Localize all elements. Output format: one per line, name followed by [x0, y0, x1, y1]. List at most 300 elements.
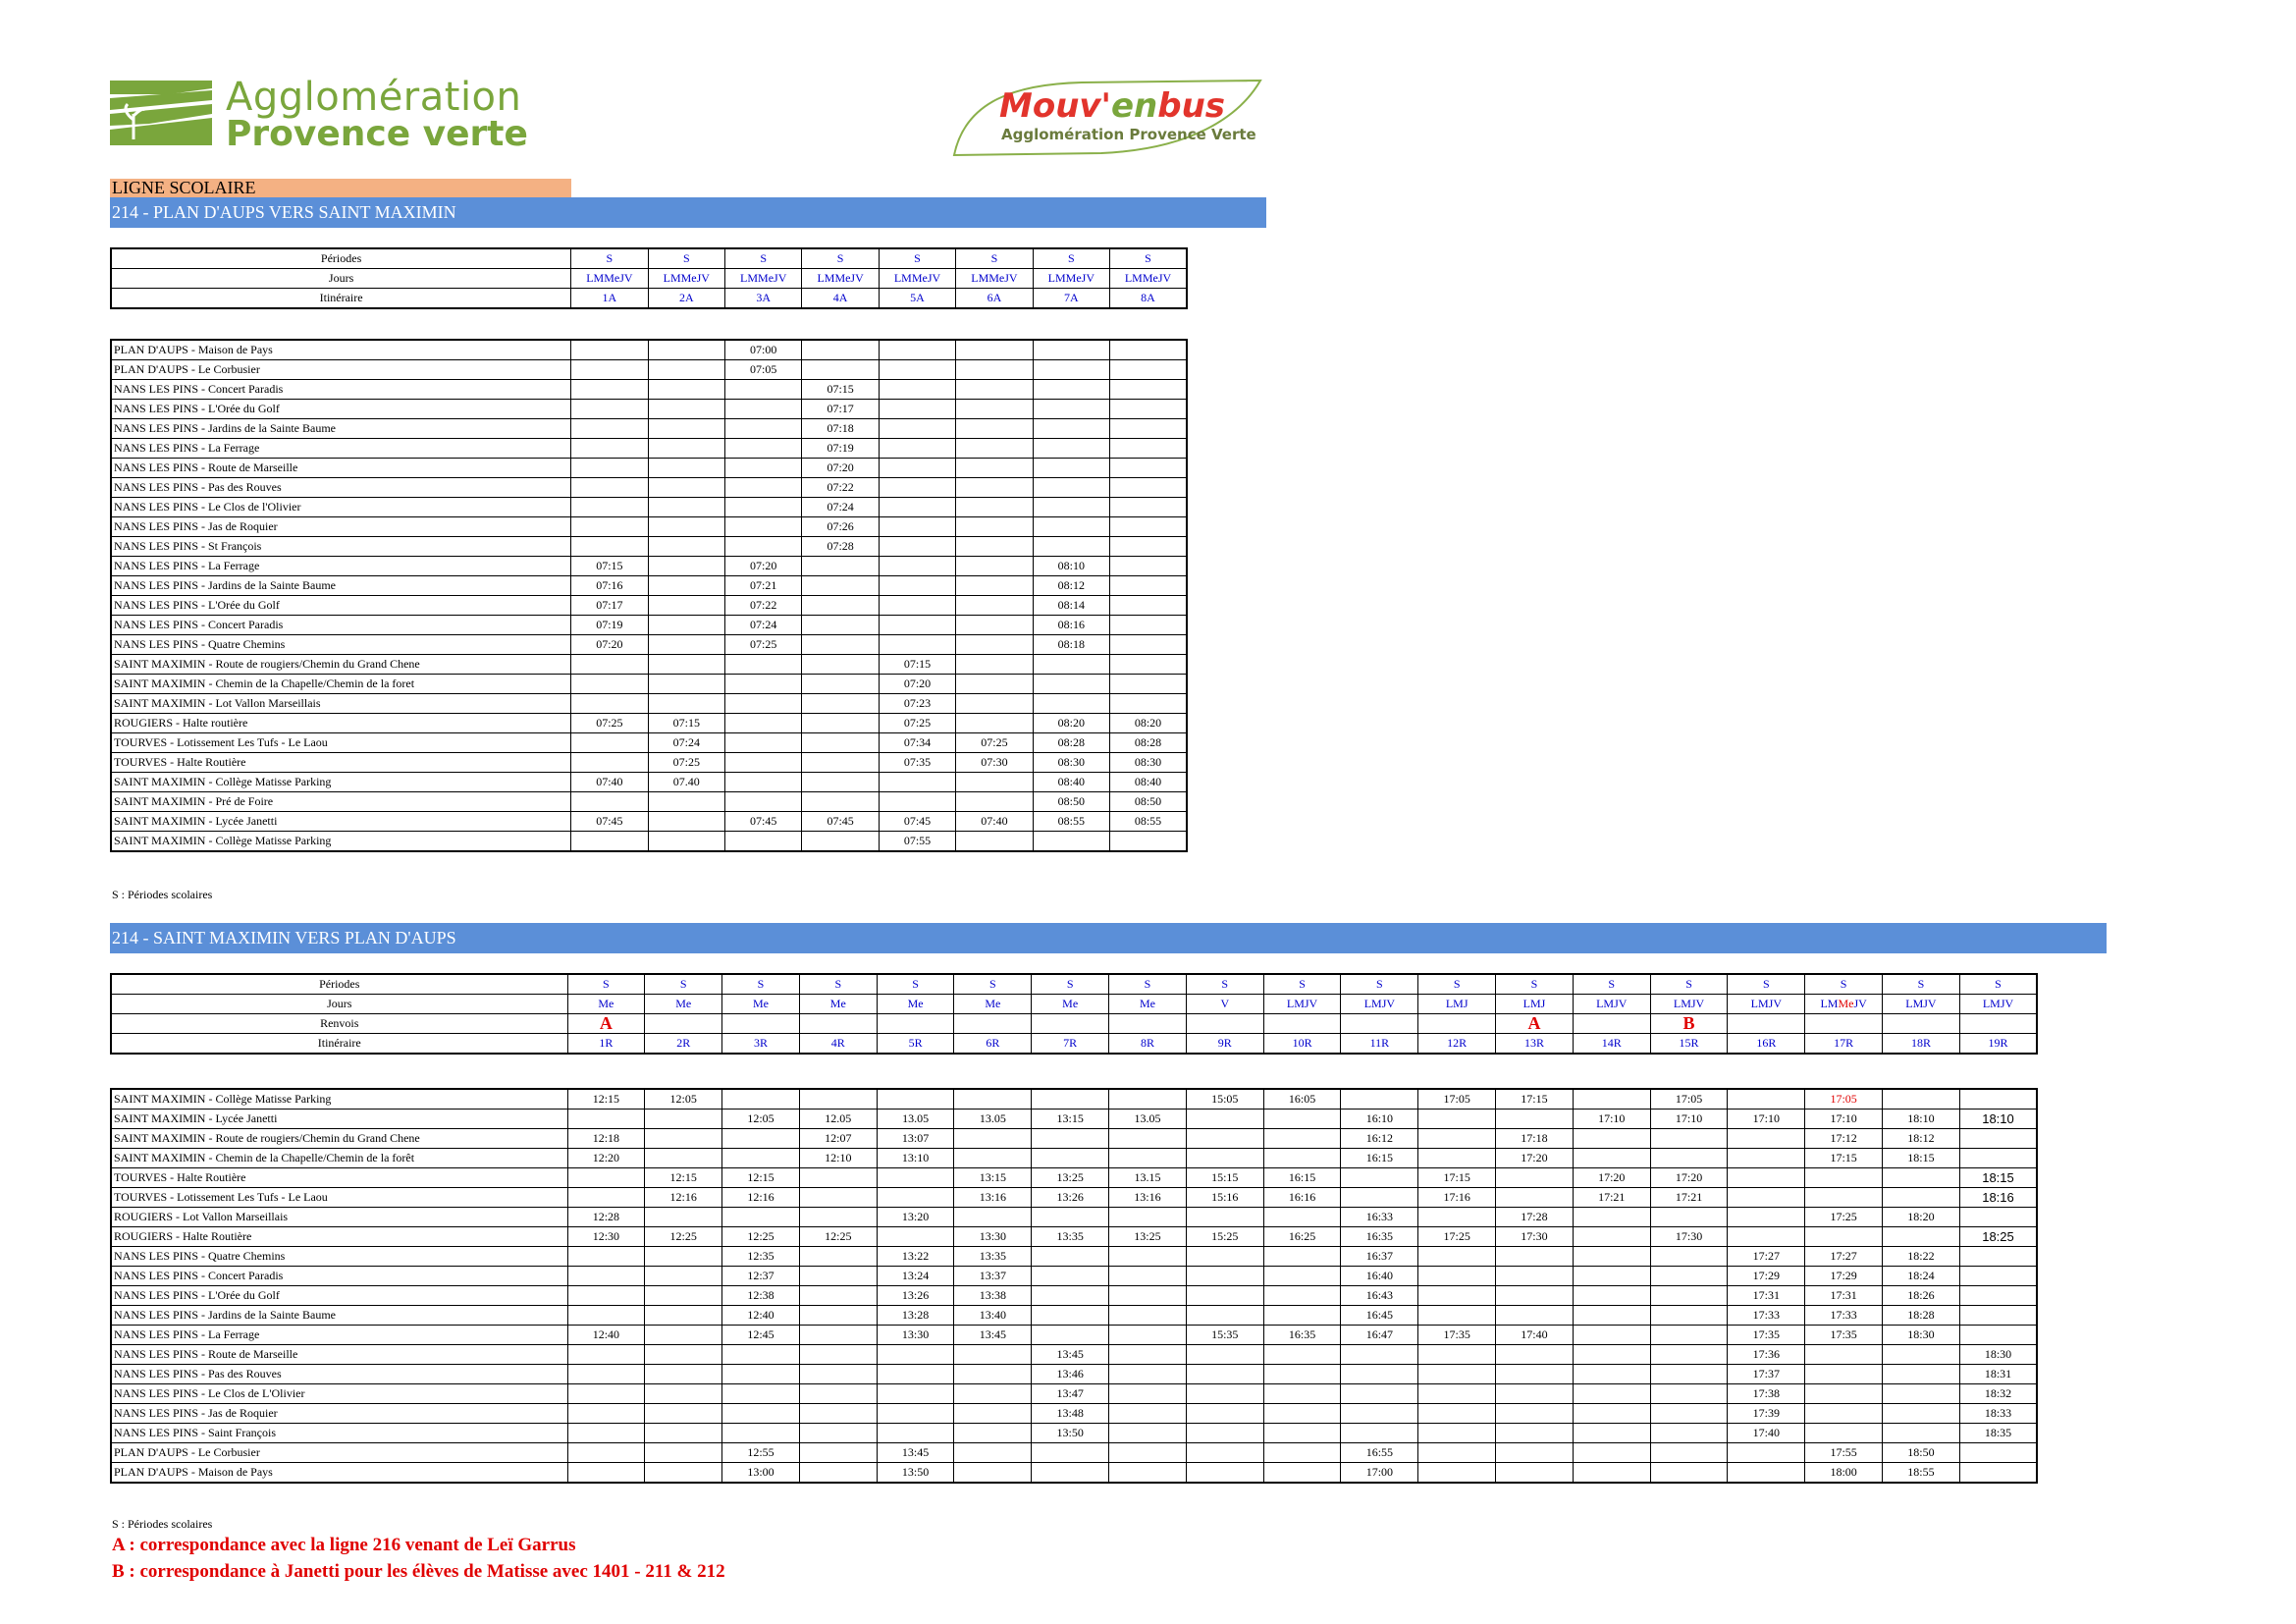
table-row — [111, 1149, 2037, 1168]
time-cell — [1032, 1326, 1109, 1345]
time-cell — [648, 596, 724, 616]
time-cell — [1263, 1267, 1341, 1286]
time-cell: 08:40 — [1033, 773, 1109, 792]
time-cell — [1418, 1443, 1496, 1463]
time-cell: 18:15 — [1883, 1149, 1960, 1168]
time-cell — [1883, 1365, 1960, 1384]
time-cell — [1573, 1365, 1650, 1384]
time-cell: 18:10 — [1883, 1110, 1960, 1129]
time-cell: 17:30 — [1650, 1227, 1728, 1247]
time-cell — [722, 1424, 800, 1443]
time-cell — [956, 380, 1033, 400]
time-cell — [567, 1404, 645, 1424]
header-cell — [722, 1014, 800, 1034]
header-cell: S — [1883, 974, 1960, 995]
time-cell — [1186, 1267, 1263, 1286]
legend-b: B : correspondance à Janetti pour les élèves de Matisse avec 1401 - 211 & 212 — [112, 1561, 725, 1582]
time-cell: 08:50 — [1033, 792, 1109, 812]
time-cell — [645, 1443, 722, 1463]
stop-name: NANS LES PINS - Pas des Rouves — [111, 478, 571, 498]
table-row — [111, 1345, 2037, 1365]
time-cell — [1418, 1208, 1496, 1227]
time-cell: 17:35 — [1728, 1326, 1805, 1345]
table-row — [111, 1384, 2037, 1404]
time-cell — [1033, 694, 1109, 714]
time-cell: 12:07 — [799, 1129, 877, 1149]
time-cell: 12:38 — [722, 1286, 800, 1306]
header-cell: Me — [954, 995, 1032, 1014]
header-cell: LMJV — [1263, 995, 1341, 1014]
time-cell — [571, 459, 648, 478]
time-cell: 07:18 — [802, 419, 879, 439]
time-cell: 15:05 — [1186, 1089, 1263, 1110]
time-cell — [954, 1443, 1032, 1463]
time-cell: 07:25 — [648, 753, 724, 773]
header-cell: LMJV — [1728, 995, 1805, 1014]
header-cell — [1263, 1014, 1341, 1034]
time-cell — [648, 655, 724, 675]
time-cell — [648, 400, 724, 419]
time-cell — [1263, 1345, 1341, 1365]
timetable-outbound-header — [110, 247, 1188, 309]
time-cell — [954, 1384, 1032, 1404]
header-cell: LMJV — [1959, 995, 2037, 1014]
time-cell — [1883, 1227, 1960, 1247]
time-cell — [1496, 1267, 1574, 1286]
time-cell — [1650, 1365, 1728, 1384]
time-cell: 07:45 — [571, 812, 648, 832]
time-cell — [1496, 1345, 1574, 1365]
time-cell — [571, 537, 648, 557]
header-cell: Me — [722, 995, 800, 1014]
table-row — [111, 498, 1187, 517]
time-cell: 08:28 — [1033, 733, 1109, 753]
header-cell: 11R — [1341, 1034, 1418, 1055]
header-cell: 16R — [1728, 1034, 1805, 1055]
stop-name: PLAN D'AUPS - Le Corbusier — [111, 1443, 567, 1463]
time-cell — [567, 1424, 645, 1443]
time-cell — [956, 439, 1033, 459]
time-cell — [1573, 1384, 1650, 1404]
time-cell — [645, 1463, 722, 1484]
header-cell: S — [1728, 974, 1805, 995]
time-cell: 07:25 — [725, 635, 802, 655]
time-cell — [802, 714, 879, 733]
time-cell — [799, 1188, 877, 1208]
time-cell — [1418, 1404, 1496, 1424]
time-cell: 13:26 — [1032, 1188, 1109, 1208]
time-cell — [879, 557, 955, 576]
time-cell — [799, 1208, 877, 1227]
direction-banner-outbound: 214 - PLAN D'AUPS VERS SAINT MAXIMIN — [110, 197, 1266, 228]
header-row — [111, 248, 1187, 269]
time-cell: 08:30 — [1033, 753, 1109, 773]
table-row — [111, 694, 1187, 714]
header-cell: LMMeJV — [879, 269, 955, 289]
time-cell — [567, 1267, 645, 1286]
time-cell — [722, 1089, 800, 1110]
time-cell: 13:46 — [1032, 1365, 1109, 1384]
time-cell: 07:24 — [802, 498, 879, 517]
time-cell — [1805, 1424, 1883, 1443]
header-cell: S — [1033, 248, 1109, 269]
time-cell — [1650, 1404, 1728, 1424]
time-cell: 16:12 — [1341, 1129, 1418, 1149]
time-cell — [1263, 1110, 1341, 1129]
time-cell — [879, 498, 955, 517]
stop-name: NANS LES PINS - Route de Marseille — [111, 459, 571, 478]
time-cell — [879, 459, 955, 478]
time-cell — [567, 1168, 645, 1188]
time-cell — [1032, 1247, 1109, 1267]
time-cell — [1805, 1404, 1883, 1424]
time-cell — [1341, 1089, 1418, 1110]
time-cell: 13:38 — [954, 1286, 1032, 1306]
header-cell: Me — [799, 995, 877, 1014]
time-cell — [799, 1168, 877, 1188]
time-cell — [1263, 1129, 1341, 1149]
time-cell: 07:21 — [725, 576, 802, 596]
header-cell: 7R — [1032, 1034, 1109, 1055]
time-cell — [1496, 1247, 1574, 1267]
time-cell: 17:31 — [1805, 1286, 1883, 1306]
time-cell: 13:45 — [877, 1443, 954, 1463]
time-cell — [802, 675, 879, 694]
time-cell: 16:43 — [1341, 1286, 1418, 1306]
time-cell — [954, 1149, 1032, 1168]
time-cell: 18:16 — [1959, 1188, 2037, 1208]
time-cell: 18:31 — [1959, 1365, 2037, 1384]
header-cell: 18R — [1883, 1034, 1960, 1055]
time-cell: 17:40 — [1728, 1424, 1805, 1443]
time-cell: 13.05 — [877, 1110, 954, 1129]
time-cell: 08:20 — [1110, 714, 1187, 733]
time-cell — [954, 1463, 1032, 1484]
time-cell — [1728, 1443, 1805, 1463]
time-cell — [648, 557, 724, 576]
time-cell: 13:40 — [954, 1306, 1032, 1326]
time-cell — [1032, 1267, 1109, 1286]
time-cell: 13:30 — [877, 1326, 954, 1345]
time-cell — [1033, 832, 1109, 852]
time-cell: 17:29 — [1805, 1267, 1883, 1286]
time-cell: 16:35 — [1341, 1227, 1418, 1247]
time-cell — [648, 694, 724, 714]
time-cell — [1728, 1168, 1805, 1188]
stop-name: SAINT MAXIMIN - Lot Vallon Marseillais — [111, 694, 571, 714]
header-cell — [1883, 1014, 1960, 1034]
time-cell: 17:15 — [1805, 1149, 1883, 1168]
time-cell: 13:22 — [877, 1247, 954, 1267]
header-cell: LMMeJV — [956, 269, 1033, 289]
time-cell — [956, 576, 1033, 596]
time-cell — [648, 340, 724, 360]
timetable-return-header — [110, 973, 2038, 1055]
time-cell — [1110, 576, 1187, 596]
time-cell: 17:10 — [1805, 1110, 1883, 1129]
time-cell — [1186, 1345, 1263, 1365]
stop-name: NANS LES PINS - Quatre Chemins — [111, 1247, 567, 1267]
time-cell — [648, 478, 724, 498]
time-cell — [571, 655, 648, 675]
stop-name: NANS LES PINS - Concert Paradis — [111, 380, 571, 400]
time-cell — [725, 733, 802, 753]
time-cell — [1573, 1463, 1650, 1484]
time-cell: 13:35 — [954, 1247, 1032, 1267]
time-cell: 16:45 — [1341, 1306, 1418, 1326]
timetable-return — [110, 1088, 2038, 1484]
time-cell — [1109, 1267, 1187, 1286]
time-cell — [1033, 675, 1109, 694]
time-cell — [1341, 1384, 1418, 1404]
time-cell: 18:25 — [1959, 1227, 2037, 1247]
time-cell — [1496, 1365, 1574, 1384]
time-cell — [1341, 1365, 1418, 1384]
header-cell: S — [725, 248, 802, 269]
time-cell — [648, 616, 724, 635]
time-cell — [799, 1404, 877, 1424]
header-cell: LMJV — [1650, 995, 1728, 1014]
time-cell — [645, 1247, 722, 1267]
time-cell — [1496, 1110, 1574, 1129]
stop-name: NANS LES PINS - L'Orée du Golf — [111, 1286, 567, 1306]
time-cell — [1186, 1129, 1263, 1149]
header-cell — [1573, 1014, 1650, 1034]
table-row — [111, 635, 1187, 655]
header-cell: 4A — [802, 289, 879, 309]
time-cell — [1573, 1424, 1650, 1443]
time-cell — [1959, 1149, 2037, 1168]
time-cell — [1109, 1149, 1187, 1168]
time-cell — [879, 419, 955, 439]
time-cell: 16:47 — [1341, 1326, 1418, 1345]
time-cell — [1109, 1404, 1187, 1424]
time-cell — [1033, 419, 1109, 439]
time-cell: 18:32 — [1959, 1384, 2037, 1404]
time-cell — [1033, 400, 1109, 419]
time-cell — [956, 635, 1033, 655]
time-cell: 15:35 — [1186, 1326, 1263, 1345]
time-cell — [1418, 1306, 1496, 1326]
table-row — [111, 1227, 2037, 1247]
time-cell — [877, 1424, 954, 1443]
time-cell — [1263, 1286, 1341, 1306]
time-cell — [1959, 1286, 2037, 1306]
header-cell: A — [1496, 1014, 1574, 1034]
time-cell — [648, 832, 724, 852]
jours-part: JV — [1853, 997, 1867, 1010]
time-cell — [1033, 360, 1109, 380]
time-cell: 13:25 — [1109, 1227, 1187, 1247]
stop-name: NANS LES PINS - Jardins de la Sainte Baume — [111, 419, 571, 439]
time-cell — [802, 792, 879, 812]
time-cell — [1110, 537, 1187, 557]
time-cell — [1728, 1208, 1805, 1227]
time-cell — [1650, 1326, 1728, 1345]
table-row — [111, 517, 1187, 537]
time-cell — [648, 439, 724, 459]
time-cell — [1109, 1365, 1187, 1384]
time-cell — [956, 714, 1033, 733]
time-cell — [802, 557, 879, 576]
time-cell — [725, 459, 802, 478]
time-cell — [956, 832, 1033, 852]
jours-part: Me — [1838, 997, 1854, 1010]
time-cell — [1573, 1247, 1650, 1267]
table-row — [111, 655, 1187, 675]
table-row — [111, 832, 1187, 852]
table-row — [111, 616, 1187, 635]
time-cell — [1109, 1424, 1187, 1443]
time-cell — [799, 1384, 877, 1404]
header-label: Renvois — [111, 1014, 567, 1034]
time-cell: 08:28 — [1110, 733, 1187, 753]
time-cell — [1263, 1404, 1341, 1424]
time-cell: 07:17 — [802, 400, 879, 419]
time-cell — [1418, 1247, 1496, 1267]
header-row — [111, 1034, 2037, 1055]
time-cell: 08:12 — [1033, 576, 1109, 596]
time-cell — [1109, 1384, 1187, 1404]
stop-name: ROUGIERS - Halte Routière — [111, 1227, 567, 1247]
time-cell: 08:16 — [1033, 616, 1109, 635]
time-cell — [645, 1149, 722, 1168]
table-row — [111, 1424, 2037, 1443]
time-cell — [722, 1345, 800, 1365]
category-banner: LIGNE SCOLAIRE — [110, 179, 571, 197]
time-cell: 15:15 — [1186, 1168, 1263, 1188]
time-cell: 12:40 — [567, 1326, 645, 1345]
header-cell: LMMeJV — [1110, 269, 1187, 289]
time-cell — [1573, 1089, 1650, 1110]
stop-name: SAINT MAXIMIN - Collège Matisse Parking — [111, 832, 571, 852]
time-cell — [648, 419, 724, 439]
stop-name: SAINT MAXIMIN - Route de rougiers/Chemin du Grand Chene — [111, 655, 571, 675]
time-cell: 08:40 — [1110, 773, 1187, 792]
time-cell — [799, 1306, 877, 1326]
time-cell — [1418, 1365, 1496, 1384]
time-cell: 17:39 — [1728, 1404, 1805, 1424]
time-cell: 17:10 — [1573, 1110, 1650, 1129]
time-cell: 07:23 — [879, 694, 955, 714]
time-cell — [1110, 655, 1187, 675]
time-cell: 17:05 — [1805, 1089, 1883, 1110]
time-cell: 07:30 — [956, 753, 1033, 773]
time-cell — [1496, 1188, 1574, 1208]
time-cell: 12:30 — [567, 1227, 645, 1247]
time-cell: 13.05 — [954, 1110, 1032, 1129]
time-cell — [567, 1110, 645, 1129]
header-cell: S — [645, 974, 722, 995]
header-cell: 2A — [648, 289, 724, 309]
time-cell: 07:15 — [879, 655, 955, 675]
time-cell — [956, 537, 1033, 557]
time-cell — [1186, 1149, 1263, 1168]
time-cell — [802, 753, 879, 773]
time-cell: 07:45 — [802, 812, 879, 832]
time-cell: 17:20 — [1650, 1168, 1728, 1188]
time-cell: 13:16 — [1109, 1188, 1187, 1208]
header-label: Périodes — [111, 974, 567, 995]
time-cell: 17:16 — [1418, 1188, 1496, 1208]
time-cell: 18:10 — [1959, 1110, 2037, 1129]
time-cell — [1109, 1306, 1187, 1326]
time-cell — [571, 400, 648, 419]
time-cell — [1959, 1129, 2037, 1149]
table-row — [111, 773, 1187, 792]
time-cell: 16:35 — [1263, 1326, 1341, 1345]
time-cell — [571, 694, 648, 714]
time-cell — [1883, 1424, 1960, 1443]
time-cell — [1573, 1267, 1650, 1286]
stop-name: SAINT MAXIMIN - Route de rougiers/Chemin du Grand Chene — [111, 1129, 567, 1149]
time-cell: 12.05 — [799, 1110, 877, 1129]
time-cell — [1573, 1129, 1650, 1149]
time-cell: 16:37 — [1341, 1247, 1418, 1267]
time-cell — [802, 340, 879, 360]
time-cell: 08:55 — [1110, 812, 1187, 832]
time-cell — [956, 557, 1033, 576]
time-cell — [1496, 1306, 1574, 1326]
time-cell — [956, 340, 1033, 360]
stop-name: SAINT MAXIMIN - Lycée Janetti — [111, 812, 571, 832]
wordmark-part-en: en — [1110, 86, 1158, 126]
header-cell — [1186, 1014, 1263, 1034]
time-cell — [567, 1188, 645, 1208]
time-cell — [1805, 1168, 1883, 1188]
time-cell — [1033, 340, 1109, 360]
stop-name: NANS LES PINS - L'Orée du Golf — [111, 400, 571, 419]
time-cell — [1573, 1306, 1650, 1326]
header-label: Périodes — [111, 248, 571, 269]
time-cell — [799, 1267, 877, 1286]
time-cell — [1959, 1463, 2037, 1484]
table-row — [111, 1326, 2037, 1345]
time-cell: 13:15 — [1032, 1110, 1109, 1129]
time-cell: 13:26 — [877, 1286, 954, 1306]
time-cell: 17:10 — [1650, 1110, 1728, 1129]
stop-name: NANS LES PINS - Route de Marseille — [111, 1345, 567, 1365]
time-cell — [1496, 1424, 1574, 1443]
time-cell — [956, 655, 1033, 675]
time-cell — [648, 380, 724, 400]
time-cell: 13:35 — [1032, 1227, 1109, 1247]
header-cell — [1032, 1014, 1109, 1034]
time-cell — [722, 1129, 800, 1149]
time-cell — [1341, 1424, 1418, 1443]
time-cell: 17:30 — [1496, 1227, 1574, 1247]
time-cell: 07:40 — [571, 773, 648, 792]
time-cell — [802, 360, 879, 380]
time-cell: 17:35 — [1418, 1326, 1496, 1345]
time-cell — [879, 478, 955, 498]
agglo-logo-line1: Agglomération — [226, 75, 522, 120]
time-cell: 17:21 — [1573, 1188, 1650, 1208]
time-cell — [567, 1345, 645, 1365]
time-cell: 07:00 — [725, 340, 802, 360]
header-cell: LMMeJV — [648, 269, 724, 289]
time-cell: 08:10 — [1033, 557, 1109, 576]
timetable-outbound — [110, 339, 1188, 852]
time-cell — [1109, 1345, 1187, 1365]
time-cell — [567, 1463, 645, 1484]
table-row — [111, 1188, 2037, 1208]
stop-name: NANS LES PINS - Concert Paradis — [111, 616, 571, 635]
time-cell: 07.40 — [648, 773, 724, 792]
time-cell: 12:28 — [567, 1208, 645, 1227]
time-cell — [1110, 596, 1187, 616]
stop-name: NANS LES PINS - L'Orée du Golf — [111, 596, 571, 616]
